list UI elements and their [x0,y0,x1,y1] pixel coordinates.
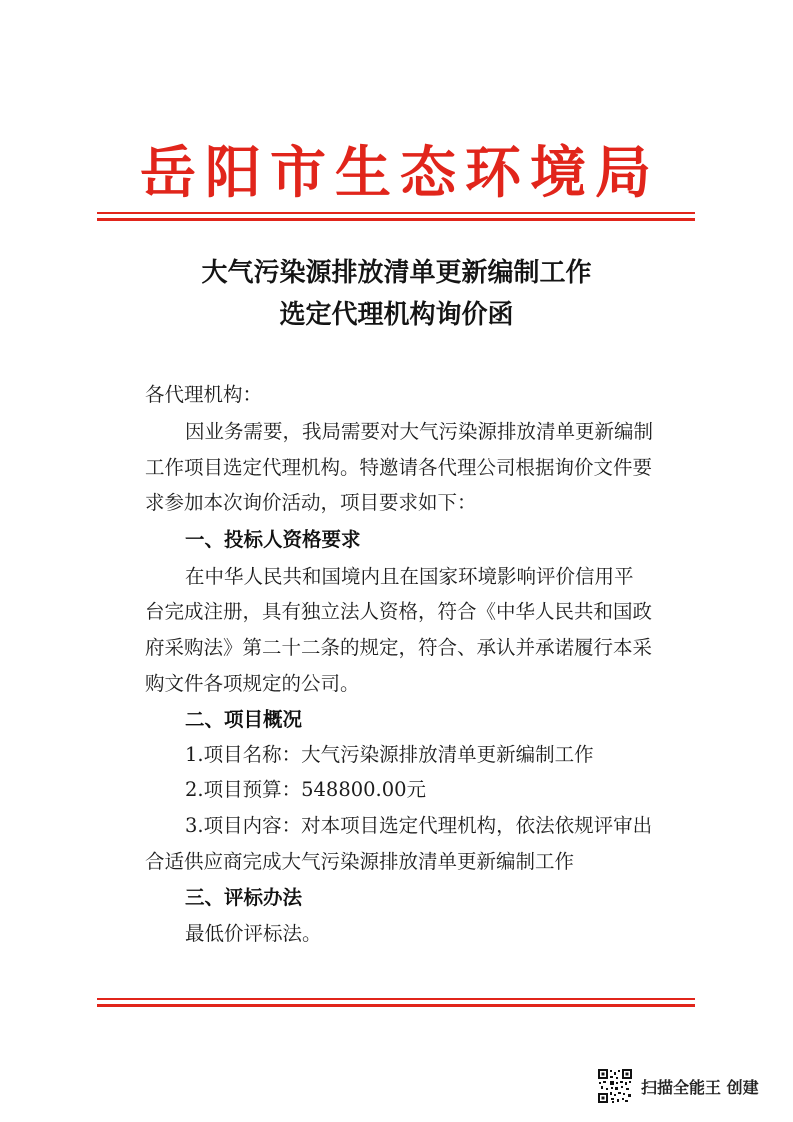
footer-rule-thin [97,998,695,1000]
document-title-line-1: 大气污染源排放清单更新编制工作 [201,258,592,288]
section-heading-overview: 二、项目概况 [185,708,303,731]
salutation: 各代理机构： [145,383,263,406]
section-line: 1.项目名称：大气污染源排放清单更新编制工作 [185,743,594,766]
qr-code-icon [597,1068,633,1104]
org-name: 岳阳市生态环境局 [140,140,660,206]
section-line: 在中华人民共和国境内且在国家环境影响评价信用平 [185,565,634,588]
section-line: 购文件各项规定的公司。 [145,672,360,695]
section-line: 2.项目预算：548800.00元 [185,778,427,801]
section-line: 合适供应商完成大气污染源排放清单更新编制工作 [145,850,575,873]
section-line: 台完成注册，具有独立法人资格，符合《中华人民共和国政 [145,600,653,623]
section-line: 最低价评标法。 [185,922,322,945]
intro-line: 工作项目选定代理机构。特邀请各代理公司根据询价文件要 [145,456,653,479]
document-title-line-2: 选定代理机构询价函 [279,300,514,330]
intro-line: 求参加本次询价活动，项目要求如下： [145,491,477,514]
section-line: 府采购法》第二十二条的规定，符合、承认并承诺履行本采 [145,636,653,659]
scanner-watermark [597,1066,759,1106]
header-rule-thick [97,218,695,221]
header-rule-thin [97,212,695,214]
intro-line: 因业务需要，我局需要对大气污染源排放清单更新编制 [185,420,654,443]
watermark-text: 扫描全能王 创建 [641,1077,759,1097]
section-heading-evaluation: 三、评标办法 [185,886,303,909]
footer-rule-thick [97,1004,695,1007]
section-line: 3.项目内容：对本项目选定代理机构，依法依规评审出 [185,814,653,837]
section-heading-qualification: 一、投标人资格要求 [185,528,361,551]
